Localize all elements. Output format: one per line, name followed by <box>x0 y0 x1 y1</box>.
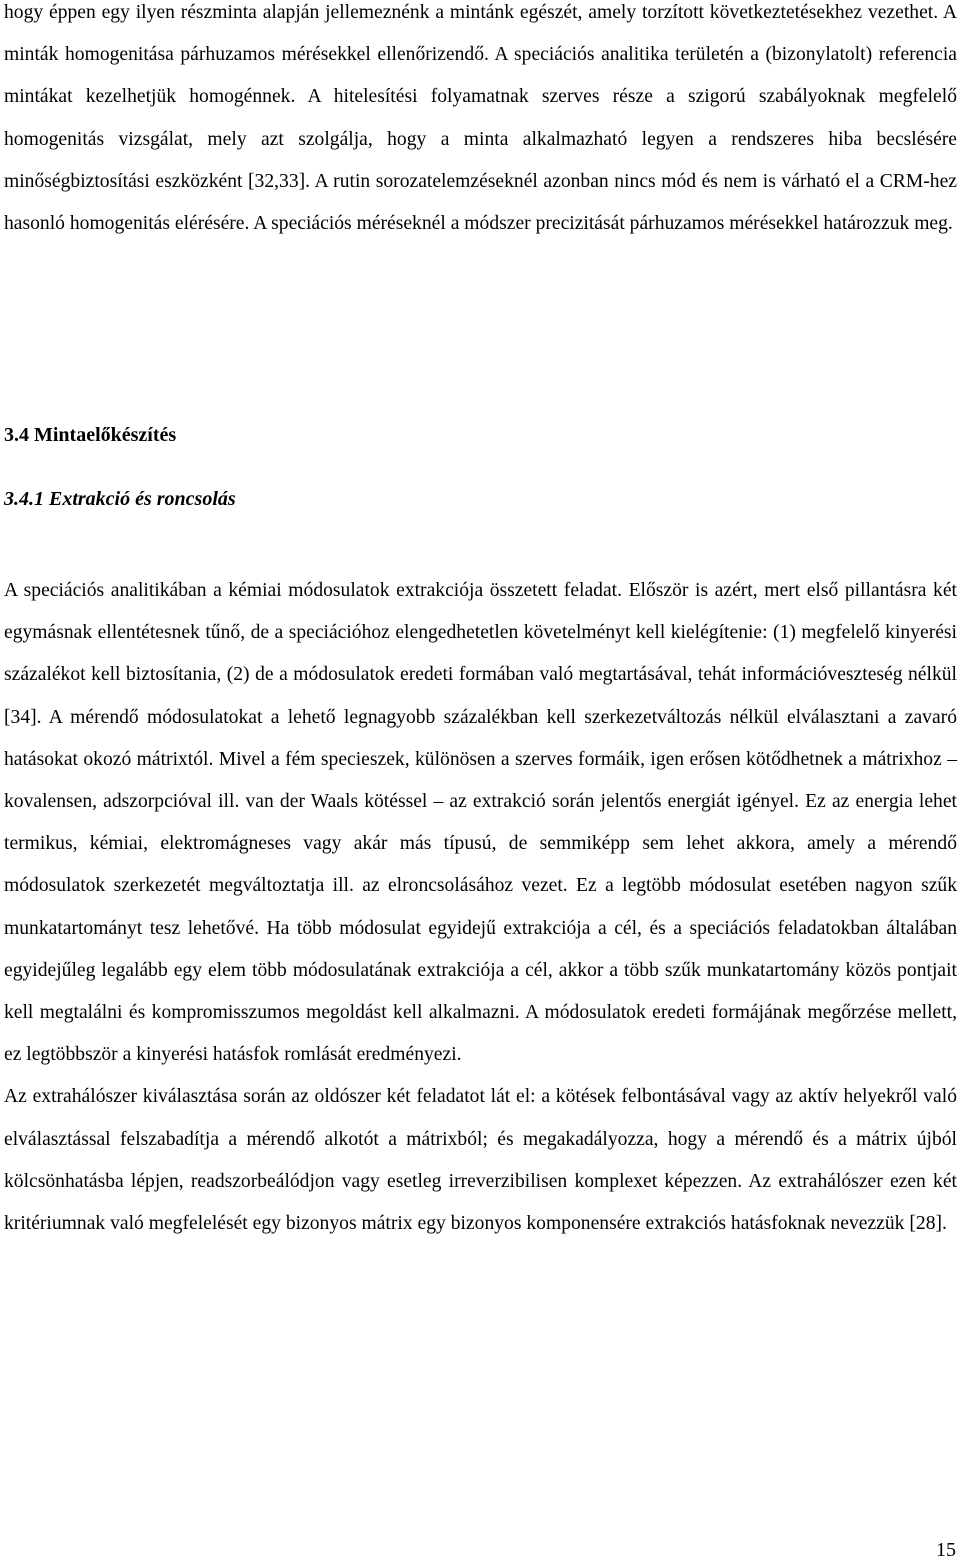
subsection-heading: 3.4.1 Extrakció és roncsolás <box>4 488 236 510</box>
page-body <box>4 0 957 245</box>
page-number: 15 <box>936 1539 956 1561</box>
section-body <box>4 570 957 1245</box>
section-heading: 3.4 Mintaelőkészítés <box>4 424 177 446</box>
paragraph-homogeneity: hogy éppen egy ilyen részminta alapján jellemeznénk a mintánk egészét, amely torzított következtetésekhez vezethet. A minták homogenitása párhuzamos mérésekkel ellenőrizendő. A speciációs analitika területén a (bizonylatolt) referencia mintákat kezelhetjük homogénnek. A hitelesítési folyamatnak szerves része a szigorú szabályoknak megfelelő homogenitás vizsgálat, mely azt szolgálja, hogy a minta alkalmazható legyen a rendszeres hiba becslésére minőségbiztosítási eszközként [32,33]. A rutin sorozatelemzéseknél azonban nincs mód és nem is várható el a CRM-hez hasonló homogenitás elérésére. A speciációs méréseknél a módszer precizitását párhuzamos mérésekkel határozzuk meg. <box>4 2 957 235</box>
paragraph-solvent: Az extrahálószer kiválasztása során az oldószer két feladatot lát el: a kötések felbontásával vagy az aktív helyekről való elválasztással felszabadítja a mérendő alkotót a mátrixból; és megakadályozza, hogy a mérendő és a mátrix újból kölcsönhatásba lépjen, readszorbeálódjon vagy esetleg irreverzibilisen komplexet képezzen. Az extrahálószer ezen két kritériumnak való megfelelését egy bizonyos mátrix egy bizonyos komponensére extrakciós hatásfoknak nevezzük [28]. <box>4 1086 957 1235</box>
paragraph-extraction: A speciációs analitikában a kémiai módosulatok extrakciója összetett feladat. Először is azért, mert első pillantásra két egymásnak ellentétesnek tűnő, de a speciációhoz elengedhetetlen követelményt kell kielégítenie: (1) megfelelő kinyerési százalékot kell biztosítania, (2) de a módosulatok eredeti formában való megtartásával, tehát információveszteség nélkül [34]. A mérendő módosulatokat a lehető legnagyobb százalékban kell szerkezetváltozás nélkül elválasztani a zavaró hatásokat okozó mátrixtól. Mivel a fém specieszek, különösen a szerves formáik, igen erősen kötődhetnek a mátrixhoz – kovalensen, adszorpcióval ill. van der Waals kötéssel – az extrakció során jelentős energiát igényel. Ez az energia lehet termikus, kémiai, elektromágneses vagy akár más típusú, de semmiképp sem lehet akkora, amely a mérendő módosulatok szerkezetét megváltoztatja ill. az elroncsolásához vezet. Ez a legtöbb módosulat esetében nagyon szűk munkatartományt tesz lehetővé. Ha több módosulat egyidejű extrakciója a cél, és a speciációs feladatokban általában egyidejűleg legalább egy elem több módosulatának extrakciója a cél, akkor a több szűk munkatartomány közös pontjait kell megtalálni és kompromisszumos megoldást kell alkalmazni. A módosulatok eredeti formájának megőrzése mellett, ez legtöbbször a kinyerési hatásfok romlását eredményezi. <box>4 580 957 1066</box>
